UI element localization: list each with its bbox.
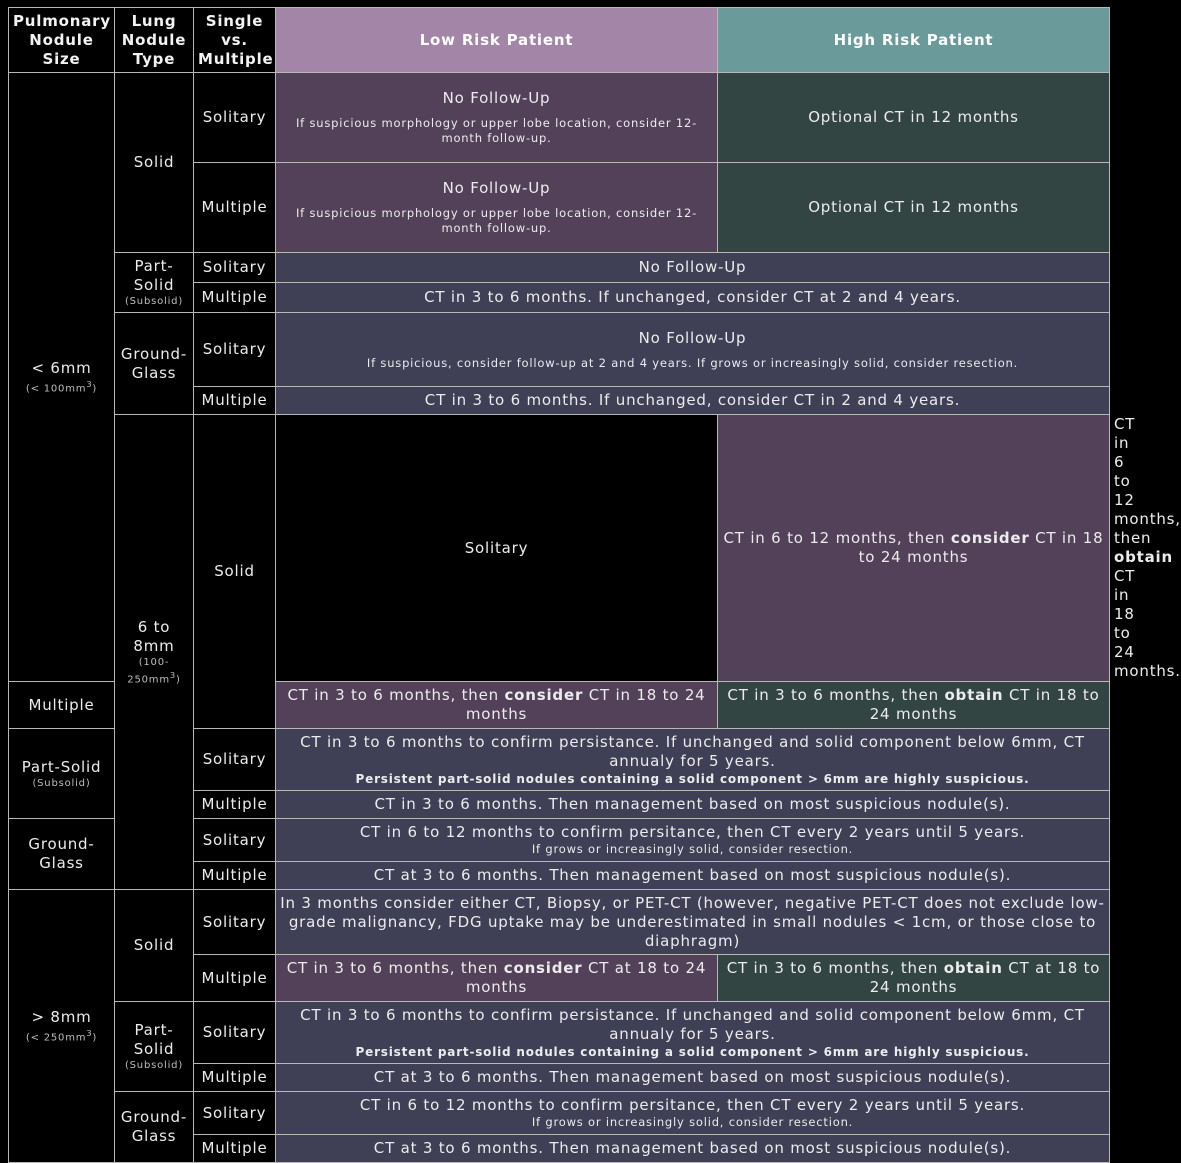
- guideline-table-container: [8, 7, 1181, 1163]
- type-part-solid: Part-Solid (Subsolid): [9, 729, 115, 819]
- multiplicity-solitary: Solitary: [194, 1092, 276, 1135]
- both-risk-cell: CT at 3 to 6 months. Then management based on most suspicious nodule(s).: [276, 862, 1110, 890]
- multiplicity-multiple: Multiple: [194, 955, 276, 1002]
- both-risk-cell: In 3 months consider either CT, Biopsy, or PET-CT (however, negative PET-CT does not exclude low-grade malignancy, FDG uptake may be underestimated in small nodules < 1cm, or those close to diaphragm): [276, 890, 1110, 955]
- high-risk-cell: Optional CT in 12 months: [718, 73, 1110, 163]
- table-row: [9, 73, 1110, 163]
- header-nodule-type: Lung Nodule Type: [115, 8, 194, 73]
- both-risk-cell: No Follow-Up If suspicious, consider follow-up at 2 and 4 years. If grows or increasingly solid, consider resection.: [276, 313, 1110, 387]
- type-solid: Solid: [115, 890, 194, 1002]
- low-risk-cell: No Follow-Up If suspicious morphology or upper lobe location, consider 12-month follow-up.: [276, 73, 718, 163]
- size-volume: (< $100mm^3$): [25, 378, 98, 395]
- low-risk-cell: CT in 3 to 6 months, then consider CT in 18 to 24 months: [276, 682, 718, 729]
- multiplicity-solitary: Solitary: [194, 890, 276, 955]
- size-cell-6to8: [115, 415, 194, 890]
- both-risk-cell: CT in 3 to 6 months. Then management based on most suspicious nodule(s).: [276, 791, 1110, 819]
- multiplicity-solitary: Solitary: [276, 415, 718, 682]
- multiplicity-multiple: Multiple: [194, 1135, 276, 1163]
- multiplicity-multiple: Multiple: [194, 283, 276, 313]
- multiplicity-solitary: Solitary: [194, 73, 276, 163]
- header-nodule-size: Pulmonary Nodule Size: [9, 8, 115, 73]
- table-row: [9, 890, 1110, 955]
- multiplicity-multiple: Multiple: [194, 791, 276, 819]
- multiplicity-multiple: Multiple: [194, 1064, 276, 1092]
- table-row: 6 to 8mm $(100-250mm^3)$ Solid Solitary CT in 6 to 12 months, then consider CT in 18 to 24 months CT in 6 to 12 months, then obtain CT in 18 to 24 months.: [9, 415, 1110, 682]
- size-label: < 6mm: [31, 358, 92, 377]
- high-risk-cell: Optional CT in 12 months: [718, 163, 1110, 253]
- size-cell-lt6: [9, 73, 115, 682]
- both-risk-cell: CT in 3 to 6 months. If unchanged, consider CT at 2 and 4 years.: [276, 283, 1110, 313]
- type-part-solid: Part-Solid (Subsolid): [115, 253, 194, 313]
- header-high-risk: High Risk Patient: [718, 8, 1110, 73]
- table-row: [9, 1002, 1110, 1064]
- low-risk-cell: No Follow-Up If suspicious morphology or upper lobe location, consider 12-month follow-up.: [276, 163, 718, 253]
- both-risk-cell: CT in 3 to 6 months to confirm persistance. If unchanged and solid component below 6mm, CT annualy for 5 years. Persistent part-solid nodules containing a solid component > 6mm are highly suspicious.: [276, 1002, 1110, 1064]
- multiplicity-solitary: Solitary: [194, 729, 276, 791]
- header-single-multiple: Single vs. Multiple: [194, 8, 276, 73]
- multiplicity-multiple: Multiple: [9, 682, 115, 729]
- low-risk-cell: CT in 6 to 12 months, then consider CT in 18 to 24 months: [718, 415, 1110, 682]
- both-risk-cell: CT in 3 to 6 months to confirm persistance. If unchanged and solid component below 6mm, CT annualy for 5 years. Persistent part-solid nodules containing a solid component > 6mm are highly suspicious.: [276, 729, 1110, 791]
- size-cell-gt8: [9, 890, 115, 1163]
- multiplicity-solitary: Solitary: [194, 253, 276, 283]
- type-ground-glass: Ground-Glass: [115, 1092, 194, 1163]
- type-solid: Solid: [115, 73, 194, 253]
- size-volume: $(100-250mm^3)$: [127, 656, 181, 686]
- both-risk-cell: CT in 6 to 12 months to confirm persitance, then CT every 2 years until 5 years. If grows or increasingly solid, consider resection.: [276, 1092, 1110, 1135]
- multiplicity-solitary: Solitary: [194, 1002, 276, 1064]
- high-risk-cell: CT in 3 to 6 months, then obtain CT at 18 to 24 months: [718, 955, 1110, 1002]
- size-label: > 8mm: [31, 1007, 92, 1026]
- multiplicity-multiple: Multiple: [194, 387, 276, 415]
- header-low-risk: Low Risk Patient: [276, 8, 718, 73]
- both-risk-cell: No Follow-Up: [276, 253, 1110, 283]
- multiplicity-multiple: Multiple: [194, 163, 276, 253]
- nodule-management-table: [8, 7, 1181, 1163]
- multiplicity-solitary: Solitary: [194, 313, 276, 387]
- type-solid: Solid: [194, 415, 276, 729]
- multiplicity-solitary: Solitary: [194, 819, 276, 862]
- high-risk-cell: CT in 3 to 6 months, then obtain CT in 18 to 24 months: [718, 682, 1110, 729]
- type-ground-glass: Ground-Glass: [9, 819, 115, 890]
- low-risk-cell: CT in 3 to 6 months, then consider CT at 18 to 24 months: [276, 955, 718, 1002]
- size-volume: (< $250mm^3$): [25, 1027, 98, 1044]
- header-row: [9, 8, 1110, 73]
- multiplicity-multiple: Multiple: [194, 862, 276, 890]
- size-label: 6 to 8mm: [133, 617, 175, 655]
- both-risk-cell: CT in 6 to 12 months to confirm persitance, then CT every 2 years until 5 years. If grows or increasingly solid, consider resection.: [276, 819, 1110, 862]
- both-risk-cell: CT at 3 to 6 months. Then management based on most suspicious nodule(s).: [276, 1064, 1110, 1092]
- both-risk-cell: CT at 3 to 6 months. Then management based on most suspicious nodule(s).: [276, 1135, 1110, 1163]
- type-part-solid: Part-Solid (Subsolid): [115, 1002, 194, 1092]
- both-risk-cell: CT in 3 to 6 months. If unchanged, consider CT in 2 and 4 years.: [276, 387, 1110, 415]
- table-row: [9, 1092, 1110, 1135]
- table-row: [9, 313, 1110, 387]
- type-ground-glass: Ground-Glass: [115, 313, 194, 415]
- table-row: [9, 253, 1110, 283]
